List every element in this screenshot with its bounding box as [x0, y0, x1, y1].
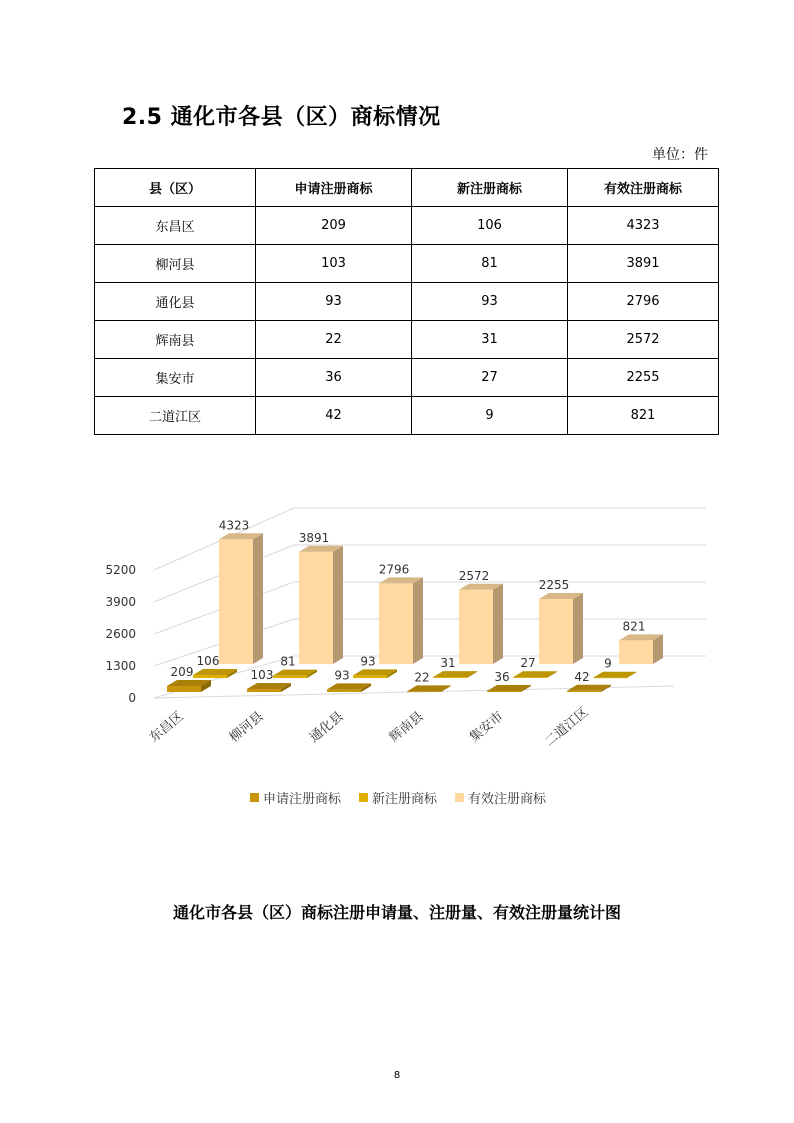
bar [539, 599, 573, 664]
table-row [95, 283, 719, 321]
bar-side [333, 546, 343, 664]
bar-side [493, 584, 503, 664]
cell-applied: 93 [256, 283, 412, 321]
cell-valid: 4323 [568, 207, 719, 245]
x-tick-label: 集安市 [466, 709, 507, 746]
trademark-table [94, 168, 719, 435]
chart-legend [250, 788, 546, 807]
cell-county: 东昌区 [95, 207, 256, 245]
cell-new: 9 [412, 397, 568, 435]
bar-side [253, 533, 263, 664]
bar-top [487, 685, 531, 691]
data-label: 36 [494, 669, 510, 684]
legend-label: 新注册商标 [372, 792, 438, 807]
cell-new: 81 [412, 245, 568, 283]
data-label: 106 [196, 653, 220, 668]
table-row [95, 397, 719, 435]
cell-applied: 209 [256, 207, 412, 245]
data-label: 42 [574, 669, 590, 684]
bar [407, 691, 441, 692]
data-label: 81 [280, 654, 296, 669]
bar-side [413, 577, 423, 664]
section-title: 2.5 通化市各县（区）商标情况 [122, 105, 441, 130]
cell-county: 集安市 [95, 359, 256, 397]
bar [327, 689, 361, 692]
data-label: 27 [520, 656, 536, 671]
x-tick-label: 通化县 [306, 709, 347, 746]
cell-valid: 3891 [568, 245, 719, 283]
legend-swatch-icon [250, 793, 259, 802]
legend-item-applied [250, 788, 341, 807]
bar [433, 677, 467, 678]
legend-item-new [359, 788, 437, 807]
data-label: 4323 [218, 518, 250, 533]
table-row [95, 245, 719, 283]
unit-label: 单位：件 [652, 147, 708, 163]
cell-valid: 2255 [568, 359, 719, 397]
header-county: 县（区） [95, 169, 256, 207]
bar-side [573, 593, 583, 664]
y-tick-label: 0 [128, 691, 136, 705]
bar [193, 675, 227, 678]
table-row [95, 321, 719, 359]
data-label: 209 [170, 664, 194, 679]
table-header-row [95, 169, 719, 207]
data-label: 93 [334, 668, 350, 683]
legend-label: 申请注册商标 [263, 792, 342, 807]
data-label: 9 [604, 656, 612, 671]
data-label: 31 [440, 656, 456, 671]
cell-valid: 821 [568, 397, 719, 435]
y-tick-label: 5200 [105, 563, 136, 577]
cell-county: 通化县 [95, 283, 256, 321]
bar [593, 678, 627, 679]
bar [459, 590, 493, 664]
cell-applied: 42 [256, 397, 412, 435]
data-label: 2255 [538, 577, 570, 592]
table-row [95, 359, 719, 397]
bar [167, 686, 201, 692]
cell-county: 辉南县 [95, 321, 256, 359]
cell-applied: 103 [256, 245, 412, 283]
cell-new: 106 [412, 207, 568, 245]
data-label: 2796 [378, 562, 410, 577]
cell-new: 93 [412, 283, 568, 321]
data-label: 3891 [298, 530, 330, 545]
data-label: 93 [360, 654, 376, 669]
cell-valid: 2572 [568, 321, 719, 359]
bar-top [407, 685, 451, 691]
bar [273, 676, 307, 678]
data-label: 2572 [458, 568, 490, 583]
cell-county: 二道江区 [95, 397, 256, 435]
data-label: 103 [250, 668, 274, 683]
page-number: 8 [393, 1070, 401, 1081]
header-valid: 有效注册商标 [568, 169, 719, 207]
bar-chart-3d [94, 490, 714, 770]
legend-swatch-icon [455, 793, 464, 802]
bar [487, 691, 521, 692]
data-label: 22 [414, 670, 430, 685]
y-tick-label: 3900 [105, 595, 136, 609]
cell-applied: 22 [256, 321, 412, 359]
cell-valid: 2796 [568, 283, 719, 321]
data-label: 821 [622, 619, 646, 634]
bar [619, 640, 653, 664]
bar-top [593, 672, 637, 678]
bar [247, 689, 281, 692]
bar [353, 675, 387, 678]
bar [299, 552, 333, 664]
cell-county: 柳河县 [95, 245, 256, 283]
bar-top [433, 671, 477, 677]
x-tick-label: 柳河县 [226, 709, 267, 746]
table-row [95, 207, 719, 245]
bar [379, 583, 413, 664]
cell-new: 27 [412, 359, 568, 397]
cell-new: 31 [412, 321, 568, 359]
header-applied: 申请注册商标 [256, 169, 412, 207]
bar [567, 691, 601, 692]
bar [219, 539, 253, 664]
x-tick-label: 二道江区 [542, 704, 592, 750]
chart-caption: 通化市各县（区）商标注册申请量、注册量、有效注册量统计图 [172, 903, 621, 922]
cell-applied: 36 [256, 359, 412, 397]
legend-item-valid [455, 788, 546, 807]
legend-swatch-icon [359, 793, 368, 802]
legend-label: 有效注册商标 [468, 792, 547, 807]
bar [513, 677, 547, 678]
x-tick-label: 辉南县 [386, 709, 427, 746]
bar-top [513, 671, 557, 677]
y-tick-label: 1300 [105, 659, 136, 673]
header-new: 新注册商标 [412, 169, 568, 207]
y-tick-label: 2600 [105, 627, 136, 641]
x-tick-label: 东昌区 [146, 709, 187, 746]
